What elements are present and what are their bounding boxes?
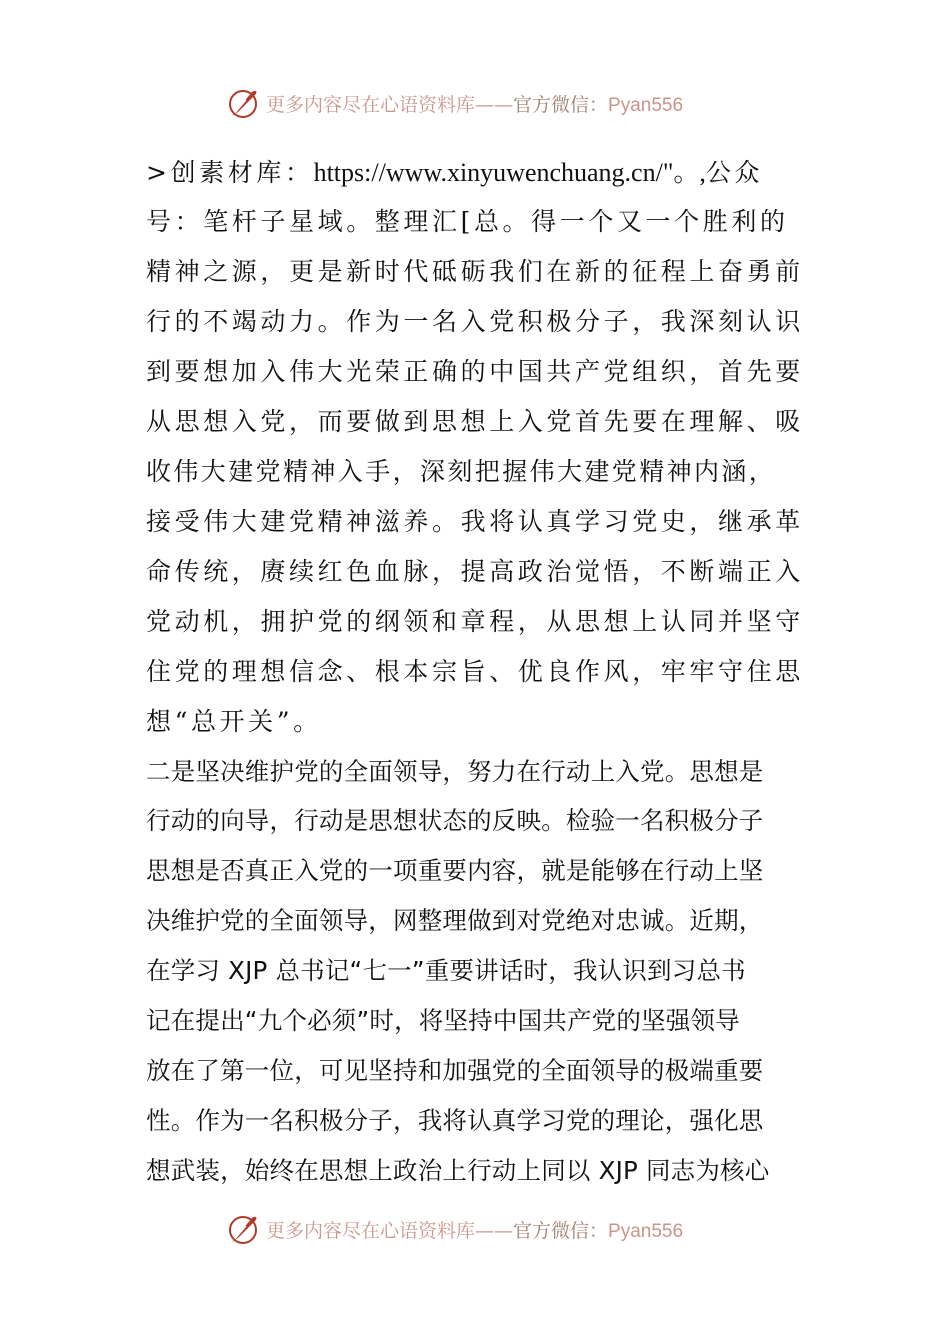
footer-site-name: 更多内容尽在心语资料库 [266, 1219, 476, 1242]
body-line-3: 精神之源，更是新时代砥砺我们在新的征程上奋勇前 [146, 257, 804, 286]
footer-banner-text [266, 1216, 683, 1243]
footer-banner [226, 1212, 683, 1246]
footer-contact-label: 官方微信： [513, 1219, 609, 1242]
quill-logo-icon [226, 1212, 260, 1246]
body-line-7: 收伟大建党精神入手，深刻把握伟大建党精神内涵， [146, 457, 777, 486]
quill-logo-icon [226, 86, 260, 120]
body-line-8: 接受伟大建党精神滋养。我将认真学习党史，继承革 [146, 507, 804, 536]
header-banner [226, 86, 683, 120]
body-line-20: 性。作为一名积极分子，我将认真学习党的理论，强化思 [146, 1106, 764, 1135]
header-wechat-id: Pyan556 [608, 94, 684, 116]
body-line-15: 思想是否真正入党的一项重要内容，就是能够在行动上坚 [146, 856, 764, 885]
body-line-9: 命传统，赓续红色血脉，提高政治觉悟，不断端正入 [146, 557, 804, 586]
header-banner-text [266, 90, 683, 117]
line1-prefix: >创素材库： [146, 158, 314, 187]
line1-suffix: 公众 [705, 158, 764, 187]
body-line-2: 号：笔杆子星域。整理汇[总。得一个又一个胜利的 [146, 207, 789, 236]
body-line-5: 到要想加入伟大光荣正确的中国共产党组织，首先要 [146, 357, 804, 386]
body-line-10: 党动机，拥护党的纲领和章程，从思想上认同并坚守 [146, 607, 804, 636]
header-site-name: 更多内容尽在心语资料库 [266, 93, 476, 116]
body-line-13: 二是坚决维护党的全面领导，努力在行动上入党。思想是 [146, 757, 764, 786]
body-line-14: 行动的向导，行动是思想状态的反映。检验一名积极分子 [146, 806, 764, 835]
header-dash: —— [475, 93, 514, 116]
line1-url: https://www.xinyuwenchuang.cn/"。, [313, 158, 706, 187]
body-line-1 [146, 152, 806, 189]
body-line-11: 住党的理想信念、根本宗旨、优良作风，牢牢守住思 [146, 657, 804, 686]
body-line-16: 决维护党的全面领导，网整理做到对党绝对忠诚。近期， [146, 906, 764, 935]
footer-dash: —— [475, 1219, 514, 1242]
body-line-4: 行的不竭动力。作为一名入党积极分子，我深刻认识 [146, 307, 804, 336]
body-line-21: 想武装，始终在思想上政治上行动上同以 XJP 同志为核心 [146, 1156, 770, 1185]
body-line-12: 想“总开关”。 [146, 707, 322, 736]
footer-wechat-id: Pyan556 [608, 1220, 684, 1242]
body-line-6: 从思想入党，而要做到思想上入党首先要在理解、吸 [146, 407, 804, 436]
body-line-17: 在学习 XJP 总书记“七一”重要讲话时，我认识到习总书 [146, 956, 746, 985]
body-line-19: 放在了第一位，可见坚持和加强党的全面领导的极端重要 [146, 1056, 764, 1085]
body-line-18: 记在提出“九个必须”时，将坚持中国共产党的坚强领导 [146, 1006, 740, 1035]
header-contact-label: 官方微信： [513, 93, 609, 116]
